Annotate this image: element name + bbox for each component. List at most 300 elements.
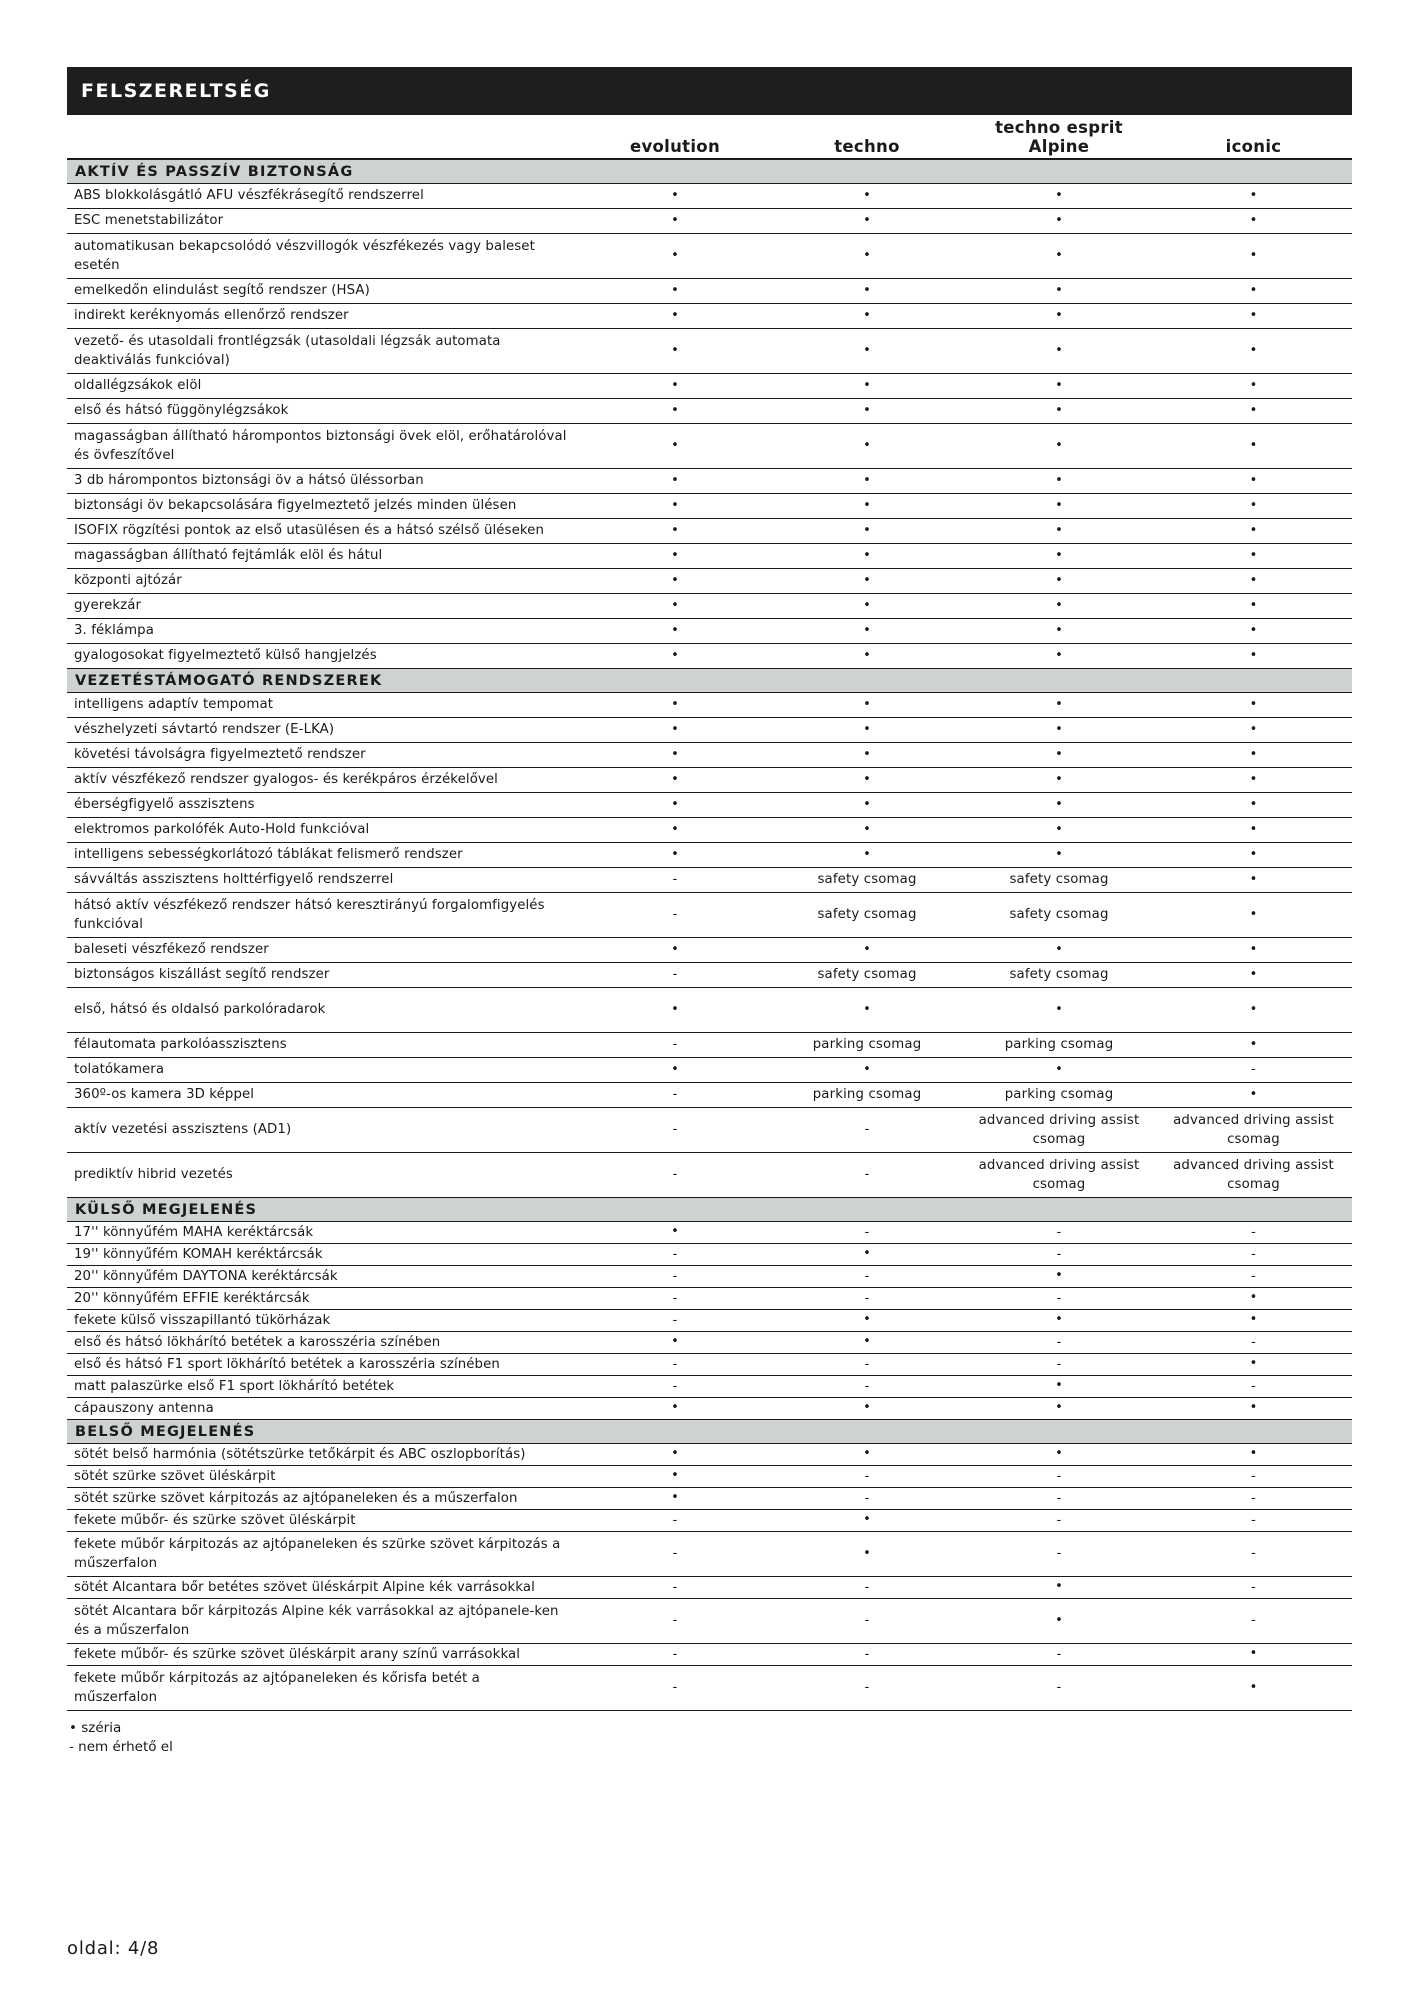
table-row [67, 494, 1352, 519]
legend [67, 1719, 1352, 1757]
feature-label: sötét Alcantara bőr kárpitozás Alpine kék varrásokkal az ajtópanele-ken és a műszerfalon [74, 1603, 559, 1638]
availability-cell: • [1249, 497, 1258, 513]
feature-label: első, hátsó és oldalsó parkolóradarok [74, 1002, 326, 1018]
availability-cell: • [1249, 307, 1258, 323]
feature-label: sávváltás asszisztens holttérfigyelő rendszerrel [74, 872, 394, 888]
availability-cell: • [863, 1001, 871, 1017]
table-row [67, 718, 1352, 743]
legend-standard: • széria [69, 1720, 122, 1736]
availability-cell: safety csomag [1009, 907, 1109, 923]
table-row [67, 1488, 1352, 1510]
feature-label: indirekt keréknyomás ellenőrző rendszer [74, 308, 349, 324]
availability-cell: • [863, 247, 871, 263]
availability-cell: • [1055, 1312, 1063, 1328]
availability-cell: • [863, 771, 871, 787]
availability-cell: • [1249, 247, 1258, 263]
availability-cell: • [671, 1400, 679, 1416]
availability-cell: • [863, 1512, 871, 1528]
availability-cell: - [1056, 1290, 1062, 1306]
column-header-row [67, 115, 1352, 160]
availability-cell: • [1055, 377, 1063, 393]
availability-cell: • [863, 377, 871, 393]
table-row [67, 768, 1352, 793]
availability-cell: • [1055, 1446, 1063, 1462]
availability-cell: • [1249, 846, 1258, 862]
availability-cell: • [1055, 647, 1063, 663]
table-row [67, 1398, 1352, 1420]
availability-cell: • [1249, 746, 1258, 762]
availability-cell: • [1249, 572, 1258, 588]
table-row [67, 938, 1352, 963]
availability-cell: • [1055, 696, 1063, 712]
table-row [67, 1266, 1352, 1288]
availability-cell: • [863, 597, 871, 613]
availability-cell: - [672, 1037, 678, 1053]
availability-cell: • [1055, 1400, 1063, 1416]
availability-cell: - [672, 1356, 678, 1372]
availability-cell: • [671, 437, 679, 453]
availability-cell: • [1249, 1001, 1258, 1017]
table-row [67, 399, 1352, 424]
availability-cell: • [863, 1446, 871, 1462]
availability-cell: advanced driving assist csomag [978, 1112, 1140, 1147]
availability-cell: - [1251, 1546, 1256, 1562]
availability-cell: - [672, 1290, 678, 1306]
column-header-evolution: evolution [629, 137, 720, 156]
table-row [67, 329, 1352, 374]
table-row [67, 1376, 1352, 1398]
availability-cell: • [863, 472, 871, 488]
availability-cell: • [671, 307, 679, 323]
page-title: FELSZERELTSÉG [81, 80, 271, 102]
availability-cell: - [864, 1490, 870, 1506]
availability-cell: • [671, 746, 679, 762]
availability-cell: • [671, 1334, 679, 1350]
availability-cell: - [864, 1122, 870, 1138]
table-row [67, 793, 1352, 818]
availability-cell: • [1055, 746, 1063, 762]
availability-cell: • [1055, 1579, 1063, 1595]
column-header-techno-esprit-alpine: techno esprit Alpine [995, 118, 1123, 156]
availability-cell: • [863, 212, 871, 228]
availability-cell: • [671, 247, 679, 263]
availability-cell: • [1249, 377, 1258, 393]
feature-label: aktív vészfékező rendszer gyalogos- és kerékpáros érzékelővel [74, 772, 498, 788]
availability-cell: • [863, 307, 871, 323]
table-row [67, 519, 1352, 544]
availability-cell: • [1249, 771, 1258, 787]
equipment-table [67, 160, 1352, 1711]
availability-cell: • [1055, 497, 1063, 513]
availability-cell: • [1055, 846, 1063, 862]
availability-cell: • [1249, 721, 1258, 737]
availability-cell: • [1249, 871, 1258, 887]
availability-cell: safety csomag [1009, 967, 1109, 983]
availability-cell: • [1249, 906, 1258, 922]
feature-label: félautomata parkolóasszisztens [74, 1037, 287, 1053]
availability-cell: • [863, 721, 871, 737]
availability-cell: • [671, 1061, 679, 1077]
availability-cell: - [1056, 1512, 1062, 1528]
availability-cell: • [1249, 1086, 1258, 1102]
table-row [67, 374, 1352, 399]
feature-label: fekete műbőr- és szürke szövet üléskárpit arany színű varrásokkal [74, 1646, 521, 1662]
feature-label: 3. féklámpa [74, 623, 154, 639]
table-row [67, 209, 1352, 234]
availability-cell: - [864, 1224, 870, 1240]
availability-cell: • [671, 1224, 679, 1240]
availability-cell: • [1055, 721, 1063, 737]
availability-cell: • [1249, 622, 1258, 638]
feature-label: intelligens sebességkorlátozó táblákat felismerő rendszer [74, 847, 463, 863]
availability-cell: • [863, 187, 871, 203]
availability-cell: • [1249, 647, 1258, 663]
availability-cell: • [1249, 187, 1258, 203]
table-row [67, 1532, 1352, 1577]
availability-cell: • [863, 846, 871, 862]
availability-cell: • [863, 547, 871, 563]
table-row [67, 1577, 1352, 1599]
availability-cell: • [671, 622, 679, 638]
availability-cell: - [1251, 1268, 1256, 1284]
feature-label: ESC menetstabilizátor [74, 213, 224, 229]
availability-cell: - [864, 1290, 870, 1306]
feature-label: 20'' könnyűfém EFFIE keréktárcsák [74, 1290, 310, 1306]
availability-cell: • [863, 497, 871, 513]
availability-cell: • [863, 1312, 871, 1328]
table-row [67, 1510, 1352, 1532]
availability-cell: - [1251, 1224, 1256, 1240]
table-row [67, 594, 1352, 619]
table-row [67, 1354, 1352, 1376]
table-row [67, 743, 1352, 768]
feature-label: éberségfigyelő asszisztens [74, 797, 255, 813]
feature-label: biztonsági öv bekapcsolására figyelmeztető jelzés minden ülésen [74, 498, 517, 514]
feature-label: automatikusan bekapcsolódó vészvillogók vészfékezés vagy baleset esetén [74, 238, 535, 273]
availability-cell: • [1055, 1612, 1063, 1628]
availability-cell: • [863, 1545, 871, 1561]
table-row [67, 843, 1352, 868]
table-row [67, 1666, 1352, 1711]
legend-not-available: - nem érhető el [69, 1739, 173, 1755]
availability-cell: • [1055, 342, 1063, 358]
feature-label: matt palaszürke első F1 sport lökhárító betétek [74, 1378, 395, 1394]
availability-cell: - [672, 1167, 678, 1183]
table-row [67, 304, 1352, 329]
table-row [67, 469, 1352, 494]
availability-cell: • [1055, 472, 1063, 488]
availability-cell: - [864, 1378, 870, 1394]
availability-cell: • [671, 187, 679, 203]
table-row [67, 1153, 1352, 1198]
availability-cell: • [1249, 212, 1258, 228]
availability-cell: - [672, 907, 678, 923]
availability-cell: • [1249, 547, 1258, 563]
availability-cell: • [1249, 1679, 1258, 1695]
availability-cell: • [863, 647, 871, 663]
availability-cell: - [1056, 1246, 1062, 1262]
availability-cell: parking csomag [1004, 1087, 1114, 1103]
table-row [67, 963, 1352, 988]
table-row [67, 693, 1352, 718]
table-row [67, 1058, 1352, 1083]
availability-cell: • [863, 522, 871, 538]
availability-cell: - [672, 1246, 678, 1262]
feature-label: sötét szürke szövet üléskárpit [74, 1468, 276, 1484]
availability-cell: • [1055, 597, 1063, 613]
availability-cell: • [1055, 796, 1063, 812]
availability-cell: - [672, 967, 678, 983]
availability-cell: - [1056, 1224, 1062, 1240]
availability-cell: • [863, 696, 871, 712]
availability-cell: parking csomag [1004, 1037, 1114, 1053]
availability-cell: • [1249, 1400, 1258, 1416]
availability-cell: - [1056, 1468, 1062, 1484]
availability-cell: • [1249, 342, 1258, 358]
availability-cell: - [1251, 1490, 1256, 1506]
availability-cell: • [671, 342, 679, 358]
availability-cell: - [672, 1122, 678, 1138]
table-row [67, 1332, 1352, 1354]
availability-cell: • [1249, 402, 1258, 418]
availability-cell: - [1056, 1680, 1062, 1696]
availability-cell: - [672, 1087, 678, 1103]
availability-cell: - [864, 1468, 870, 1484]
table-row [67, 1466, 1352, 1488]
feature-label: 360º-os kamera 3D képpel [74, 1087, 255, 1103]
feature-label: 3 db hárompontos biztonsági öv a hátsó üléssorban [74, 473, 424, 489]
feature-label: ISOFIX rögzítési pontok az első utasülésen és a hátsó szélső üléseken [74, 523, 544, 539]
availability-cell: - [1056, 1646, 1062, 1662]
availability-cell: • [1055, 522, 1063, 538]
availability-cell: advanced driving assist csomag [1173, 1157, 1334, 1192]
feature-label: első és hátsó lökhárító betétek a karosszéria színében [74, 1334, 441, 1350]
availability-cell: • [671, 402, 679, 418]
section-header: AKTÍV ÉS PASSZÍV BIZTONSÁG [67, 160, 1352, 184]
availability-cell: • [1055, 941, 1063, 957]
availability-cell: • [863, 437, 871, 453]
availability-cell: • [671, 821, 679, 837]
feature-label: emelkedőn elindulást segítő rendszer (HSA) [74, 283, 370, 299]
availability-cell: • [1055, 307, 1063, 323]
availability-cell: • [671, 1490, 679, 1506]
table-row [67, 868, 1352, 893]
table-row [67, 1444, 1352, 1466]
availability-cell: • [1249, 1646, 1258, 1662]
feature-label: aktív vezetési asszisztens (AD1) [74, 1122, 292, 1138]
availability-cell: • [1055, 437, 1063, 453]
availability-cell: • [1055, 821, 1063, 837]
availability-cell: • [1249, 1312, 1258, 1328]
availability-cell: • [671, 941, 679, 957]
availability-cell: - [1251, 1246, 1256, 1262]
availability-cell: • [1055, 1268, 1063, 1284]
availability-cell: - [1251, 1468, 1256, 1484]
availability-cell: • [671, 377, 679, 393]
table-row [67, 1222, 1352, 1244]
table-row [67, 818, 1352, 843]
availability-cell: - [672, 1579, 678, 1595]
feature-label: központi ajtózár [74, 573, 182, 589]
availability-cell: - [1251, 1378, 1256, 1394]
table-row [67, 1108, 1352, 1153]
availability-cell: - [1251, 1062, 1256, 1078]
availability-cell: - [672, 1613, 678, 1629]
table-row [67, 1244, 1352, 1266]
availability-cell: - [1251, 1512, 1256, 1528]
availability-cell: • [671, 522, 679, 538]
availability-cell: • [863, 796, 871, 812]
availability-cell: - [1251, 1613, 1256, 1629]
availability-cell: safety csomag [817, 967, 917, 983]
feature-label: fekete műbőr kárpitozás az ajtópaneleken és szürke szövet kárpitozás a műszerfalon [74, 1536, 561, 1571]
availability-cell: parking csomag [812, 1037, 922, 1053]
table-row [67, 1033, 1352, 1058]
table-row [67, 619, 1352, 644]
feature-label: tolatókamera [74, 1062, 165, 1078]
feature-label: intelligens adaptív tempomat [74, 697, 274, 713]
availability-cell: • [671, 1001, 679, 1017]
feature-label: 20'' könnyűfém DAYTONA keréktárcsák [74, 1268, 338, 1284]
feature-label: prediktív hibrid vezetés [74, 1167, 233, 1183]
column-header-techno: techno [834, 137, 900, 156]
feature-label: fekete külső visszapillantó tükörházak [74, 1312, 331, 1328]
table-row [67, 1288, 1352, 1310]
availability-cell: • [863, 941, 871, 957]
table-row [67, 644, 1352, 669]
availability-cell: • [863, 282, 871, 298]
feature-label: követési távolságra figyelmeztető rendszer [74, 747, 366, 763]
availability-cell: - [672, 1378, 678, 1394]
availability-cell: • [863, 622, 871, 638]
availability-cell: • [1249, 472, 1258, 488]
table-row [67, 1310, 1352, 1332]
table-row [67, 544, 1352, 569]
availability-cell: • [863, 1334, 871, 1350]
table-row [67, 1083, 1352, 1108]
availability-cell: - [864, 1167, 870, 1183]
availability-cell: • [1055, 771, 1063, 787]
availability-cell: • [1249, 597, 1258, 613]
availability-cell: - [864, 1680, 870, 1696]
feature-label: fekete műbőr- és szürke szövet üléskárpit [74, 1512, 356, 1528]
feature-label: 17'' könnyűfém MAHA keréktárcsák [74, 1224, 314, 1240]
availability-cell: • [1249, 1446, 1258, 1462]
availability-cell: • [1249, 522, 1258, 538]
availability-cell: • [863, 746, 871, 762]
availability-cell: • [671, 846, 679, 862]
feature-label: gyerekzár [74, 598, 142, 614]
availability-cell: • [1055, 402, 1063, 418]
availability-cell: • [1055, 1378, 1063, 1394]
availability-cell: • [671, 472, 679, 488]
availability-cell: • [1249, 1290, 1258, 1306]
feature-label: vészhelyzeti sávtartó rendszer (E-LKA) [74, 722, 335, 738]
availability-cell: - [1056, 1546, 1062, 1562]
availability-cell: - [864, 1579, 870, 1595]
availability-cell: • [863, 1246, 871, 1262]
feature-label: fekete műbőr kárpitozás az ajtópaneleken és kőrisfa betét a műszerfalon [74, 1670, 480, 1705]
availability-cell: • [1249, 821, 1258, 837]
availability-cell: - [1056, 1356, 1062, 1372]
table-row [67, 1599, 1352, 1644]
availability-cell: parking csomag [812, 1087, 922, 1103]
availability-cell: • [863, 1061, 871, 1077]
availability-cell: - [864, 1268, 870, 1284]
availability-cell: safety csomag [817, 872, 917, 888]
availability-cell: • [1055, 622, 1063, 638]
availability-cell: • [671, 771, 679, 787]
availability-cell: • [863, 1400, 871, 1416]
availability-cell: - [1056, 1490, 1062, 1506]
section-header: VEZETÉSTÁMOGATÓ RENDSZEREK [67, 669, 1352, 693]
table-row [67, 424, 1352, 469]
availability-cell: • [863, 821, 871, 837]
feature-label: hátsó aktív vészfékező rendszer hátsó keresztirányú forgalomfigyelés funkcióval [74, 897, 545, 932]
availability-cell: • [1055, 247, 1063, 263]
availability-cell: - [672, 1546, 678, 1562]
availability-cell: • [1055, 282, 1063, 298]
availability-cell: • [671, 597, 679, 613]
table-row [67, 184, 1352, 209]
section-header: KÜLSŐ MEGJELENÉS [67, 1198, 1352, 1222]
availability-cell: - [672, 1680, 678, 1696]
feature-label: első és hátsó F1 sport lökhárító betétek a karosszéria színében [74, 1356, 500, 1372]
availability-cell: • [671, 1446, 679, 1462]
availability-cell: - [672, 872, 678, 888]
availability-cell: - [672, 1512, 678, 1528]
availability-cell: • [1249, 1036, 1258, 1052]
feature-label: oldallégzsákok elöl [74, 378, 202, 394]
availability-cell: • [671, 212, 679, 228]
availability-cell: - [864, 1356, 870, 1372]
availability-cell: • [671, 647, 679, 663]
availability-cell: • [1249, 282, 1258, 298]
feature-label: elektromos parkolófék Auto-Hold funkcióval [74, 822, 370, 838]
availability-cell: • [1055, 1061, 1063, 1077]
feature-label: vezető- és utasoldali frontlégzsák (utasoldali légzsák automata deaktiválás funkcióval) [74, 333, 501, 368]
feature-label: sötét Alcantara bőr betétes szövet üléskárpit Alpine kék varrásokkal [74, 1579, 535, 1595]
availability-cell: • [1055, 547, 1063, 563]
table-row [67, 893, 1352, 938]
availability-cell: • [671, 696, 679, 712]
feature-label: magasságban állítható hárompontos biztonsági övek elöl, erőhatárolóval és övfeszítővel [74, 428, 567, 463]
availability-cell: - [672, 1646, 678, 1662]
section-banner [67, 67, 1352, 115]
table-row [67, 279, 1352, 304]
availability-cell: • [1249, 1356, 1258, 1372]
availability-cell: • [863, 402, 871, 418]
feature-label: sötét belső harmónia (sötétszürke tetőkárpit és ABC oszlopborítás) [74, 1446, 526, 1462]
table-row [67, 234, 1352, 279]
availability-cell: • [1055, 572, 1063, 588]
availability-cell: • [863, 342, 871, 358]
availability-cell: • [671, 282, 679, 298]
availability-cell: - [672, 1312, 678, 1328]
table-row [67, 569, 1352, 594]
availability-cell: advanced driving assist csomag [1173, 1112, 1334, 1147]
availability-cell: safety csomag [817, 907, 917, 923]
availability-cell: • [1055, 212, 1063, 228]
availability-cell: • [671, 796, 679, 812]
table-row [67, 988, 1352, 1033]
availability-cell: • [671, 497, 679, 513]
availability-cell: • [671, 547, 679, 563]
availability-cell: • [1249, 966, 1258, 982]
availability-cell: advanced driving assist csomag [978, 1157, 1140, 1192]
availability-cell: safety csomag [1009, 872, 1109, 888]
feature-label: gyalogosokat figyelmeztető külső hangjelzés [74, 648, 377, 664]
